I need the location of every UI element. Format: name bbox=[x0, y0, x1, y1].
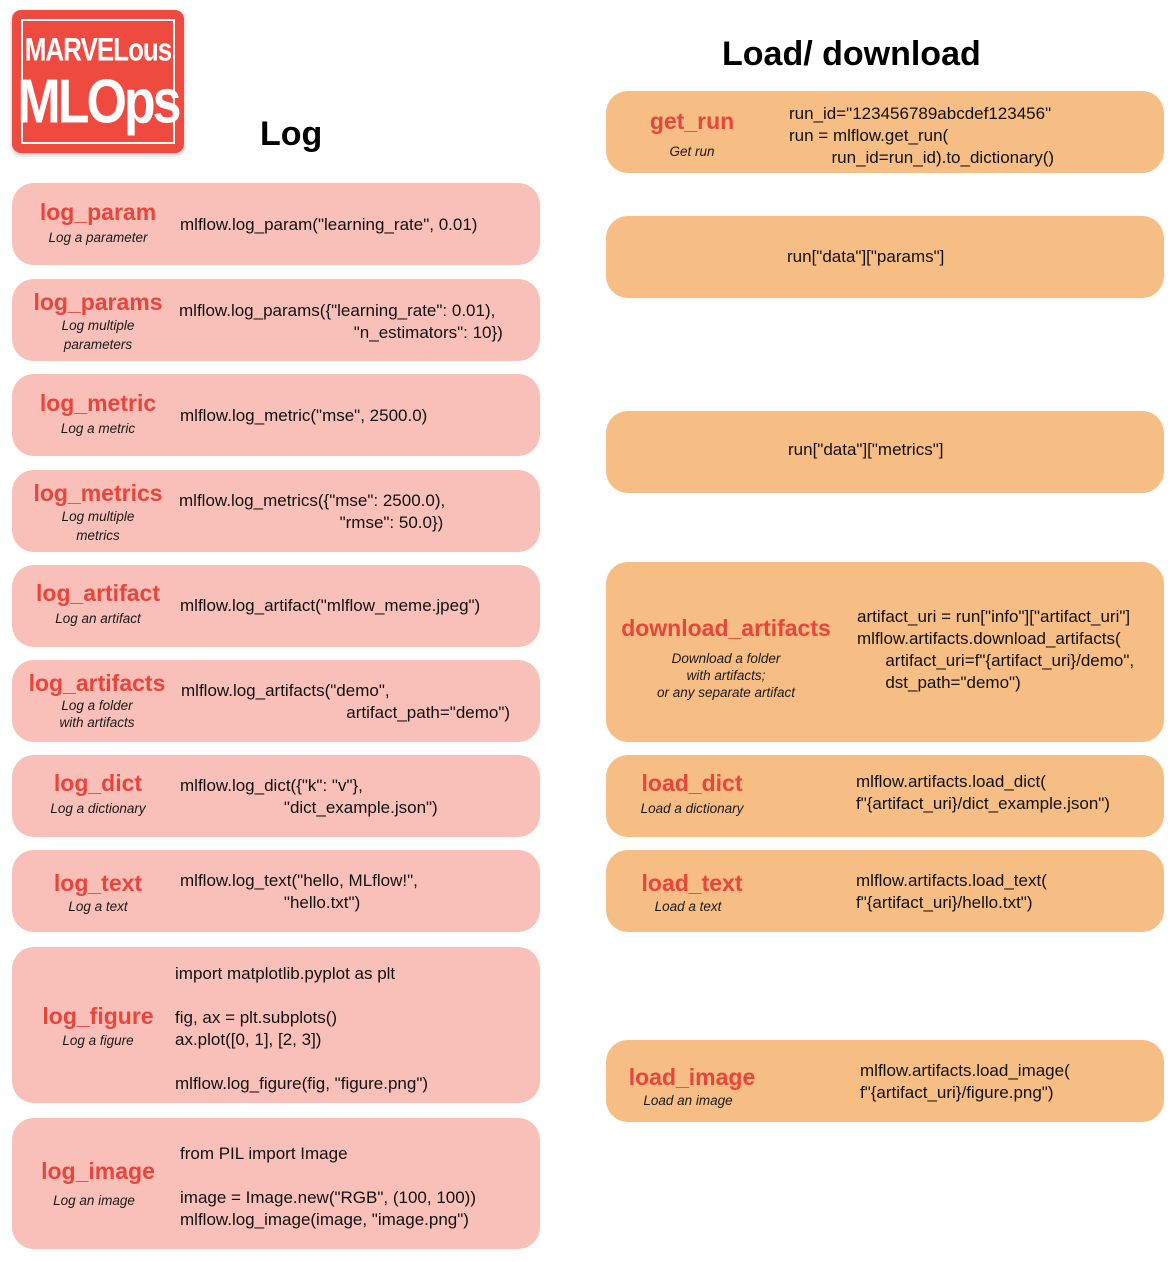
log-params-card bbox=[12, 279, 540, 361]
logo-text-line2: MLOps bbox=[17, 66, 179, 137]
log-metrics-card bbox=[12, 470, 540, 552]
log-param-card bbox=[12, 183, 540, 265]
log-text-card bbox=[12, 850, 540, 932]
log-figure-card bbox=[12, 947, 540, 1103]
function-description: Log an image bbox=[53, 1193, 135, 1208]
code-snippet: mlflow.log_dict({"k": "v"}, "dict_example.json") bbox=[180, 776, 438, 817]
function-name: log_param bbox=[39, 199, 157, 225]
download-artifacts-card bbox=[606, 562, 1164, 742]
function-name: log_params bbox=[33, 289, 163, 315]
code-snippet: run["data"]["metrics"] bbox=[788, 440, 944, 459]
load-text-card bbox=[606, 850, 1164, 932]
code-snippet: mlflow.artifacts.load_dict( f"{artifact_uri}/dict_example.json") bbox=[856, 772, 1110, 813]
code-snippet: mlflow.log_params({"learning_rate": 0.01), "n_estimators": 10}) bbox=[179, 301, 503, 342]
get-run-card bbox=[606, 91, 1164, 173]
code-snippet: mlflow.log_text("hello, MLflow!", "hello.txt") bbox=[180, 871, 418, 912]
function-description: Log a folder with artifacts bbox=[59, 698, 135, 730]
log-dict-card bbox=[12, 755, 540, 837]
code-snippet: mlflow.artifacts.load_image( f"{artifact_uri}/figure.png") bbox=[860, 1061, 1070, 1102]
function-name: load_text bbox=[641, 870, 743, 896]
code-snippet: mlflow.log_metric("mse", 2500.0) bbox=[180, 406, 428, 425]
marvelous-mlops-logo bbox=[12, 10, 184, 153]
function-name: log_artifact bbox=[36, 580, 160, 606]
function-description: Load a dictionary bbox=[640, 801, 744, 816]
function-description: Log an artifact bbox=[55, 611, 141, 626]
code-snippet: artifact_uri = run["info"]["artifact_uri"] mlflow.artifacts.download_artifacts( artifact_uri=f"{artifact_uri}/demo", dst_path="demo") bbox=[857, 607, 1135, 692]
logo-frame bbox=[17, 19, 179, 144]
function-description: Get run bbox=[669, 144, 715, 159]
code-snippet: mlflow.log_artifact("mlflow_meme.jpeg") bbox=[180, 596, 481, 615]
function-name: log_metric bbox=[39, 390, 157, 416]
function-name: get_run bbox=[649, 108, 735, 134]
function-name: log_dict bbox=[53, 770, 143, 796]
function-description: Log a parameter bbox=[48, 230, 148, 245]
run-params-card bbox=[606, 216, 1164, 298]
code-snippet: mlflow.log_param("learning_rate", 0.01) bbox=[180, 215, 478, 234]
function-name: log_metrics bbox=[33, 480, 163, 506]
function-name: log_text bbox=[53, 870, 143, 896]
function-name: log_artifacts bbox=[28, 670, 166, 696]
function-name: load_image bbox=[628, 1064, 756, 1090]
function-description: Download a folder with artifacts; or any separate artifact bbox=[656, 651, 796, 700]
function-description: Log multiple parameters bbox=[61, 318, 135, 352]
run-metrics-card bbox=[606, 411, 1164, 493]
function-description: Log a metric bbox=[60, 421, 136, 436]
code-snippet: from PIL import Image image = Image.new("RGB", (100, 100)) mlflow.log_image(image, "image.png") bbox=[180, 1144, 477, 1229]
log-artifacts-card bbox=[12, 660, 540, 742]
function-name: load_dict bbox=[641, 770, 743, 796]
code-snippet: run_id="123456789abcdef123456" run = mlflow.get_run( run_id=run_id).to_dictionary() bbox=[789, 104, 1055, 167]
function-name: log_image bbox=[41, 1158, 155, 1184]
load-image-card bbox=[606, 1040, 1164, 1122]
function-name: download_artifacts bbox=[621, 615, 831, 641]
logo-text-line1: MARVELous bbox=[24, 29, 172, 68]
code-snippet: run["data"]["params"] bbox=[787, 247, 945, 266]
function-description: Log a figure bbox=[62, 1033, 134, 1048]
function-description: Load a text bbox=[654, 899, 722, 914]
function-description: Log a dictionary bbox=[50, 801, 146, 816]
code-snippet: import matplotlib.pyplot as plt fig, ax = plt.subplots() ax.plot([0, 1], [2, 3]) mlflow.log_figure(fig, "figure.png") bbox=[175, 964, 429, 1093]
log-image-card bbox=[12, 1118, 540, 1249]
load-dict-card bbox=[606, 755, 1164, 837]
function-description: Log a text bbox=[68, 899, 128, 914]
log-heading: Log bbox=[260, 115, 323, 153]
load-download-heading: Load/ download bbox=[722, 35, 981, 73]
log-artifact-card bbox=[12, 565, 540, 647]
function-description: Log multiple metrics bbox=[61, 509, 135, 543]
code-snippet: mlflow.log_metrics({"mse": 2500.0), "rmse": 50.0}) bbox=[179, 491, 446, 532]
code-snippet: mlflow.log_artifacts("demo", artifact_path="demo") bbox=[181, 681, 511, 722]
code-snippet: mlflow.artifacts.load_text( f"{artifact_uri}/hello.txt") bbox=[856, 871, 1047, 912]
function-description: Load an image bbox=[643, 1093, 733, 1108]
log-metric-card bbox=[12, 374, 540, 456]
function-name: log_figure bbox=[42, 1003, 154, 1029]
